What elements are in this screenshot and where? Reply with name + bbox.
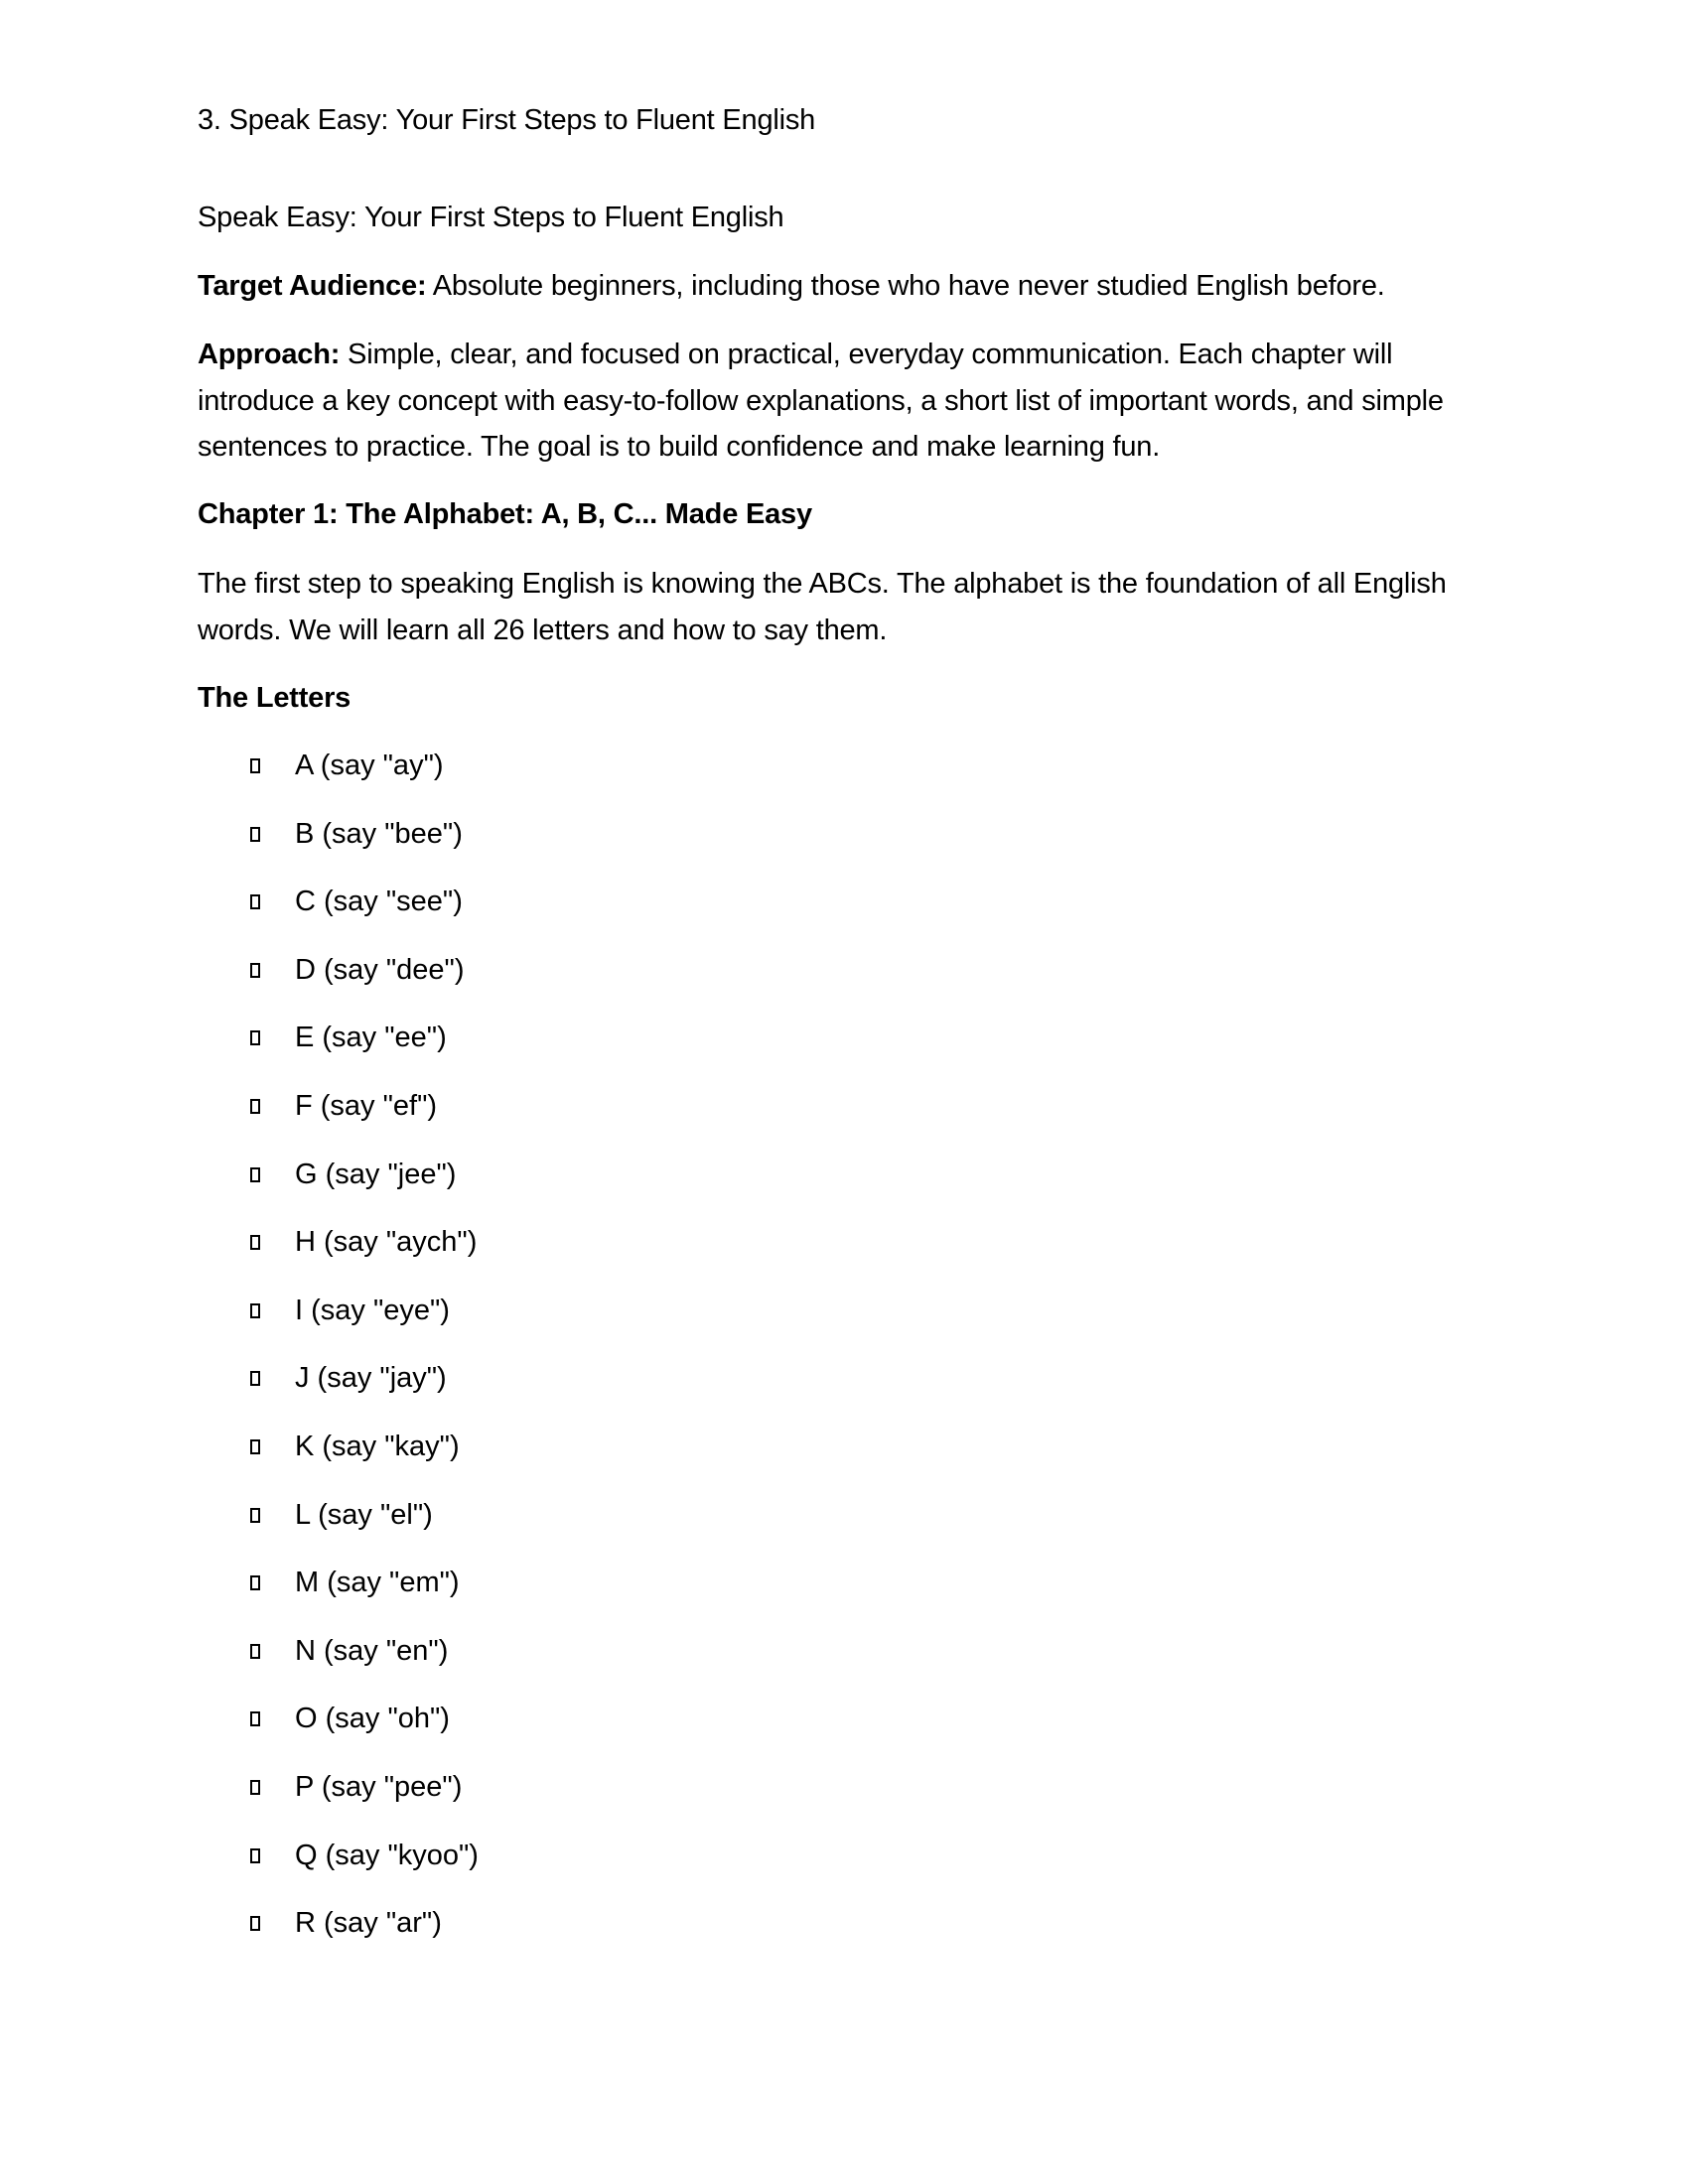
bullet-box-icon <box>250 1167 260 1182</box>
letter-text: F (say "ef") <box>295 1090 438 1122</box>
bullet-box-icon <box>250 1030 260 1045</box>
letter-text: P (say "pee") <box>295 1771 463 1803</box>
letter-text: K (say "kay") <box>295 1431 460 1462</box>
letter-text: J (say "jay") <box>295 1362 447 1395</box>
bullet-box-icon <box>250 894 260 909</box>
letter-text: I (say "eye") <box>295 1294 450 1326</box>
bullet-box-icon <box>250 1371 260 1386</box>
chapter-heading: Chapter 1: The Alphabet: A, B, C... Made Easy <box>198 498 812 530</box>
letter-text: E (say "ee") <box>295 1022 447 1054</box>
letter-text: N (say "en") <box>295 1634 449 1667</box>
bullet-box-icon <box>250 1303 260 1318</box>
target-audience-label: Target Audience: <box>198 270 427 302</box>
bullet-box-icon <box>250 1439 260 1454</box>
letter-text: M (say "em") <box>295 1567 460 1599</box>
letter-text: H (say "aych") <box>295 1226 478 1259</box>
target-audience-text: Absolute beginners, including those who have never studied English before. <box>426 270 1385 302</box>
letters-heading: The Letters <box>198 682 352 714</box>
letter-text: A (say "ay") <box>295 750 444 781</box>
bullet-box-icon <box>250 1644 260 1659</box>
bullet-box-icon <box>250 1235 260 1250</box>
bullet-box-icon <box>250 1916 260 1931</box>
bullet-box-icon <box>250 1711 260 1726</box>
bullet-box-icon <box>250 1508 260 1523</box>
letter-text: D (say "dee") <box>295 953 465 986</box>
bullet-box-icon <box>250 1099 260 1114</box>
approach-text: Simple, clear, and focused on practical, everyday communication. Each chapter will introduce a key concept with easy-to-follow explanations, a short list of important words, and simple sentences to practice. The goal is to build confidence and make learning fun. <box>198 339 1444 463</box>
letter-text: O (say "oh") <box>295 1703 450 1735</box>
letter-text: R (say "ar") <box>295 1907 442 1940</box>
bullet-box-icon <box>250 1575 260 1590</box>
approach-label: Approach: <box>198 339 341 370</box>
target-audience-paragraph <box>198 263 1385 309</box>
chapter-intro-paragraph: The first step to speaking English is knowing the ABCs. The alphabet is the foundation of all English words. We will learn all 26 letters and how to say them. <box>198 568 1447 646</box>
document-title: Speak Easy: Your First Steps to Fluent English <box>198 202 784 233</box>
approach-paragraph <box>198 332 1488 471</box>
letter-text: B (say "bee") <box>295 817 463 850</box>
bullet-box-icon <box>250 1780 260 1795</box>
numbered-heading: 3. Speak Easy: Your First Steps to Fluent English <box>198 104 816 136</box>
bullet-box-icon <box>250 758 260 773</box>
letter-text: L (say "el") <box>295 1498 433 1531</box>
letter-text: G (say "jee") <box>295 1158 457 1190</box>
bullet-box-icon <box>250 1848 260 1863</box>
letter-text: C (say "see") <box>295 886 463 918</box>
bullet-box-icon <box>250 827 260 842</box>
letter-text: Q (say "kyoo") <box>295 1839 479 1871</box>
bullet-box-icon <box>250 963 260 978</box>
